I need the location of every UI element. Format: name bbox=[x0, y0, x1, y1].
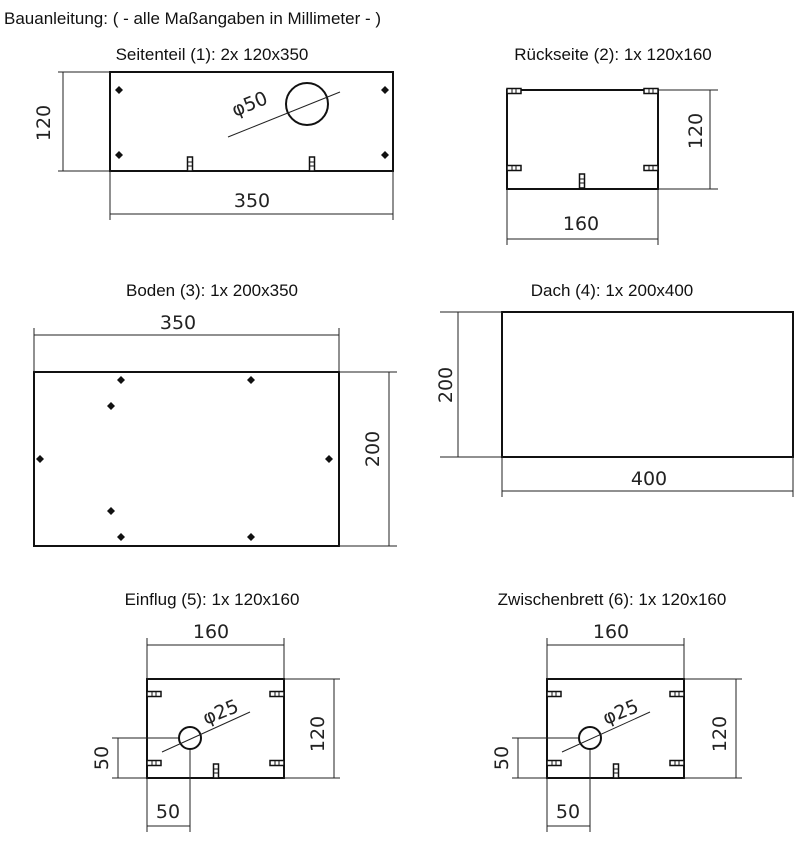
dimension-width: 160 bbox=[592, 621, 630, 643]
dimension-width: 160 bbox=[192, 621, 230, 643]
part-zwischenbrett bbox=[491, 590, 742, 832]
part-label: Seitenteil (1): 2x 120x350 bbox=[115, 45, 309, 64]
hole-diameter: φ25 bbox=[199, 695, 242, 730]
panel-outline bbox=[110, 72, 393, 171]
panel-outline bbox=[34, 372, 339, 546]
panel-outline bbox=[547, 679, 684, 778]
dimension-height: 120 bbox=[307, 715, 329, 753]
part-dach bbox=[435, 281, 793, 497]
entry-hole bbox=[286, 83, 328, 125]
dimension-height: 200 bbox=[435, 366, 457, 404]
dimension-height: 120 bbox=[685, 112, 707, 150]
hole-diameter: φ25 bbox=[599, 695, 642, 730]
part-label: Einflug (5): 1x 120x160 bbox=[124, 590, 300, 609]
page-title: Bauanleitung: ( - alle Maßangaben in Millimeter - ) bbox=[4, 9, 382, 28]
part-label: Dach (4): 1x 200x400 bbox=[530, 281, 694, 300]
part-label: Rückseite (2): 1x 120x160 bbox=[514, 45, 712, 64]
dimension-width: 350 bbox=[233, 190, 271, 212]
dimension-hole-offset: 50 bbox=[555, 801, 581, 823]
part-boden bbox=[34, 281, 397, 546]
dimension-hole-height: 50 bbox=[491, 745, 513, 771]
dimension-height: 120 bbox=[33, 104, 55, 142]
part-einflug bbox=[91, 590, 340, 832]
panel-outline bbox=[502, 312, 793, 457]
hole-diameter: φ50 bbox=[228, 87, 271, 122]
part-seitenteil bbox=[33, 45, 393, 220]
dimension-width: 350 bbox=[159, 312, 197, 334]
entry-hole bbox=[179, 727, 201, 749]
dimension-height: 200 bbox=[362, 430, 384, 468]
part-rueckseite bbox=[507, 45, 718, 245]
part-label: Boden (3): 1x 200x350 bbox=[125, 281, 299, 300]
panel-outline bbox=[147, 679, 284, 778]
part-label: Zwischenbrett (6): 1x 120x160 bbox=[497, 590, 727, 609]
dimension-height: 120 bbox=[709, 715, 731, 753]
dimension-hole-height: 50 bbox=[91, 745, 113, 771]
dimension-width: 160 bbox=[562, 213, 600, 235]
entry-hole bbox=[579, 727, 601, 749]
dimension-width: 400 bbox=[630, 468, 668, 490]
dimension-hole-offset: 50 bbox=[155, 801, 181, 823]
